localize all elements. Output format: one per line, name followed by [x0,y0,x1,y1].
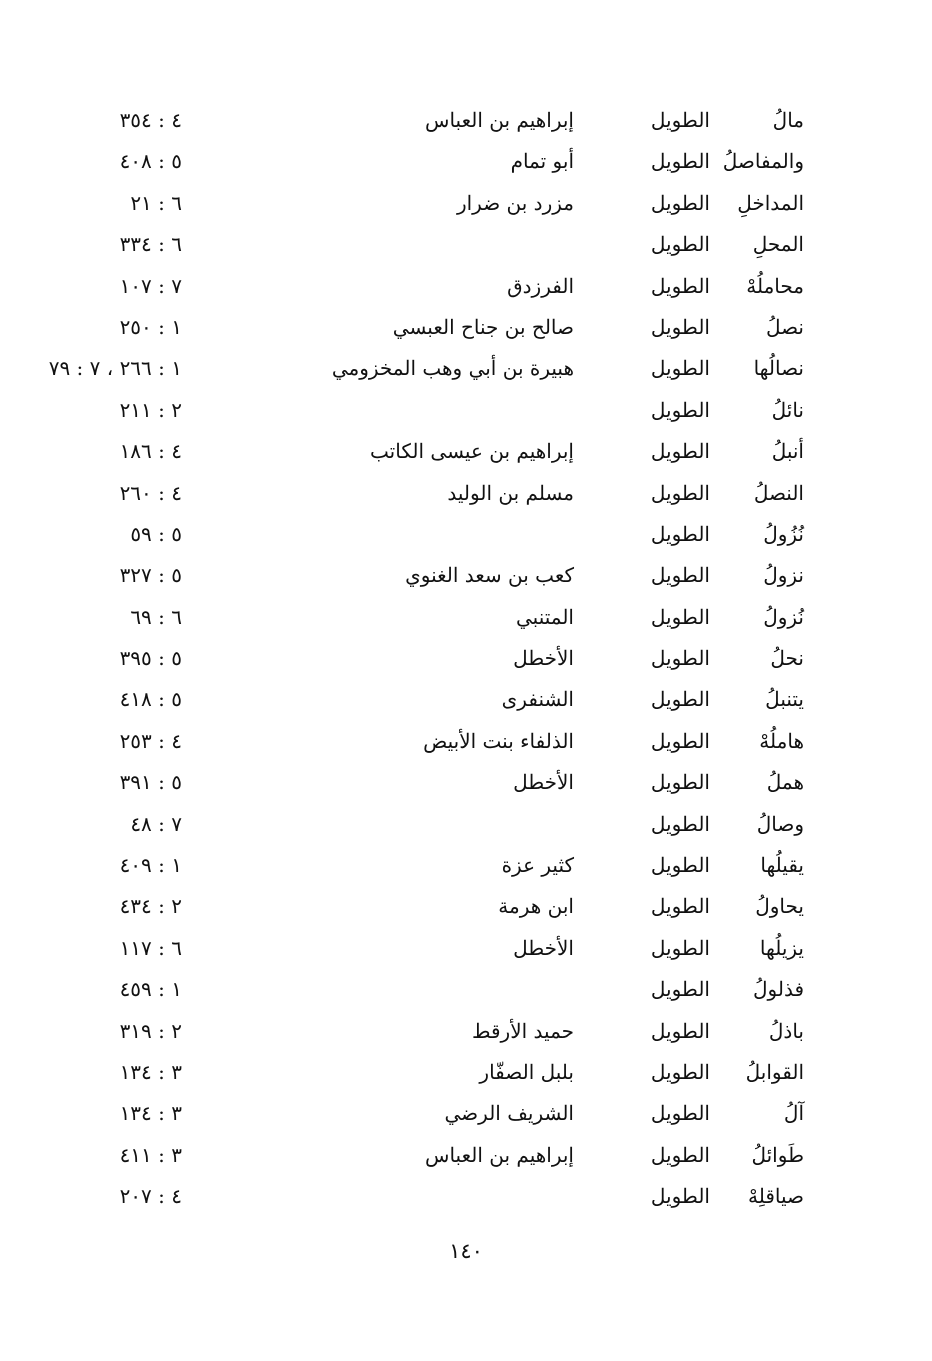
meter-name: الطويل [650,1059,710,1084]
rhyme-word: نصلُ [765,314,804,339]
table-row [0,638,932,679]
poet-name: الذلفاء بنت الأبيض [423,728,574,753]
rhyme-word: طَوائلُ [751,1142,804,1167]
volume-page-reference: ٢ : ٤٣٤ [119,894,182,919]
volume-page-reference: ٤ : ١٨٦ [119,439,182,464]
rhyme-word: مالُ [772,108,804,132]
table-row [0,266,932,307]
table-row [0,597,932,638]
rhyme-word: المداخلِ [737,190,804,215]
volume-page-reference: ٤ : ٢٠٧ [119,1184,182,1209]
meter-name: الطويل [650,977,710,1002]
poet-name: كعب بن سعد الغنوي [405,563,574,588]
table-row [0,473,932,514]
table-row [0,1135,932,1176]
meter-name: الطويل [650,1018,710,1043]
table-row [0,141,932,182]
poet-name: الشنفرى [501,687,574,712]
table-row [0,928,932,969]
page-number: ١٤٠ [449,1239,483,1263]
rhyme-word: نزولُ [763,563,804,588]
volume-page-reference: ٥ : ٣٢٧ [119,563,182,588]
table-row [0,721,932,762]
table-row [0,845,932,886]
rhyme-word: النصلُ [753,480,804,505]
meter-name: الطويل [650,314,710,339]
volume-page-reference: ٦ : ٣٣٤ [119,232,182,257]
poet-name: هبيرة بن أبي وهب المخزومي [331,356,574,381]
volume-page-reference: ١ : ٤٠٩ [119,853,182,878]
poet-name: إبراهيم بن العباس [425,108,574,132]
rhyme-word: يزيلُها [759,935,804,960]
rhyme-word: أنبلُ [771,439,804,464]
volume-page-reference: ٦ : ٢١ [130,190,182,215]
table-row [0,348,932,389]
meter-name: الطويل [650,149,710,174]
meter-name: الطويل [650,1142,710,1167]
volume-page-reference: ٧ : ١٠٧ [119,273,182,298]
rhyme-word: هملُ [766,770,804,795]
meter-name: الطويل [650,687,710,712]
rhyme-word: نُزولُ [763,604,804,629]
rhyme-word: نصالُها [753,356,804,381]
volume-page-reference: ٥ : ٣٩٥ [119,646,182,671]
rhyme-word: نُزُولُ [763,521,804,546]
volume-page-reference: ٦ : ١١٧ [119,935,182,960]
poet-name: إبراهيم بن العباس [425,1142,574,1167]
poet-name: إبراهيم بن عيسى الكاتب [370,439,574,464]
table-row [0,224,932,265]
poet-name: حميد الأرقط [472,1018,574,1043]
volume-page-reference: ٥ : ٥٩ [130,521,182,546]
rhyme-word: نحلُ [770,646,804,671]
meter-name: الطويل [650,439,710,464]
table-row [0,307,932,348]
poet-name: الأخطل [513,770,574,795]
rhyme-word: وصالُ [756,811,804,836]
poet-name: مسلم بن الوليد [447,480,574,505]
rhyme-word: والمفاصلُ [722,149,804,174]
table-row [0,1093,932,1134]
volume-page-reference: ١ : ٢٥٠ [119,314,182,339]
table-row [0,183,932,224]
volume-page-reference: ٤ : ٢٦٠ [119,480,182,505]
volume-page-reference: ٥ : ٤٠٨ [119,149,182,174]
volume-page-reference: ٧ : ٤٨ [130,811,182,836]
meter-name: الطويل [650,232,710,257]
volume-page-reference: ٣ : ١٣٤ [119,1101,182,1126]
index-table [0,100,932,1218]
table-row [0,762,932,803]
table-row [0,514,932,555]
volume-page-reference: ٤ : ٢٥٣ [119,728,182,753]
volume-page-reference: ٢ : ٢١١ [119,397,182,422]
table-row [0,390,932,431]
meter-name: الطويل [650,604,710,629]
volume-page-reference: ٣ : ٤١١ [119,1142,182,1167]
table-row [0,886,932,927]
poet-name: أبو تمام [510,149,574,174]
table-row [0,431,932,472]
table-row [0,555,932,596]
poet-name: المتنبي [516,604,574,629]
table-row [0,1052,932,1093]
volume-page-reference: ٣ : ١٣٤ [119,1059,182,1084]
table-row [0,1011,932,1052]
meter-name: الطويل [650,273,710,298]
table-row [0,1176,932,1217]
table-row [0,804,932,845]
volume-page-reference: ١ : ٤٥٩ [119,977,182,1002]
poet-name: ابن هرمة [498,894,574,919]
poet-name: الأخطل [513,935,574,960]
poet-name: صالح بن جناح العبسي [392,314,574,339]
table-row [0,679,932,720]
volume-page-reference: ٥ : ٤١٨ [119,687,182,712]
rhyme-word: فذلولُ [752,977,804,1002]
meter-name: الطويل [650,563,710,588]
meter-name: الطويل [650,770,710,795]
poet-name: الفرزدق [507,273,574,298]
rhyme-word: صياقلِهْ [747,1184,804,1209]
meter-name: الطويل [650,521,710,546]
meter-name: الطويل [650,480,710,505]
meter-name: الطويل [650,894,710,919]
poet-name: الشريف الرضي [444,1101,574,1126]
meter-name: الطويل [650,728,710,753]
table-row [0,969,932,1010]
rhyme-word: يحاولُ [755,894,804,919]
rhyme-word: محاملُهْ [746,273,804,298]
meter-name: الطويل [650,811,710,836]
meter-name: الطويل [650,190,710,215]
rhyme-word: آلُ [783,1101,804,1126]
volume-page-reference: ٤ : ٣٥٤ [119,108,182,132]
rhyme-word: باذلُ [768,1018,804,1043]
table-row [0,100,932,141]
poet-name: بلبل الصفّار [479,1059,574,1084]
volume-page-reference: ٢ : ٣١٩ [119,1018,182,1043]
rhyme-word: يتنبلُ [765,687,804,712]
rhyme-word: القوابلُ [745,1059,804,1084]
rhyme-word: هاملُهْ [759,728,804,753]
meter-name: الطويل [650,397,710,422]
poet-name: مزرد بن ضرار [456,190,574,215]
poet-name: كثير عزة [501,853,574,878]
volume-page-reference: ٦ : ٦٩ [130,604,182,629]
meter-name: الطويل [650,1101,710,1126]
volume-page-reference: ١ : ٢٦٦ ، ٧ : ٧٩ [48,356,182,381]
meter-name: الطويل [650,356,710,381]
poet-name: الأخطل [513,646,574,671]
meter-name: الطويل [650,646,710,671]
volume-page-reference: ٥ : ٣٩١ [119,770,182,795]
meter-name: الطويل [650,1184,710,1209]
meter-name: الطويل [650,853,710,878]
rhyme-word: نائلُ [771,397,804,422]
rhyme-word: المحلِ [752,232,804,257]
meter-name: الطويل [650,935,710,960]
meter-name: الطويل [650,108,710,132]
rhyme-word: يقيلُها [760,853,804,878]
